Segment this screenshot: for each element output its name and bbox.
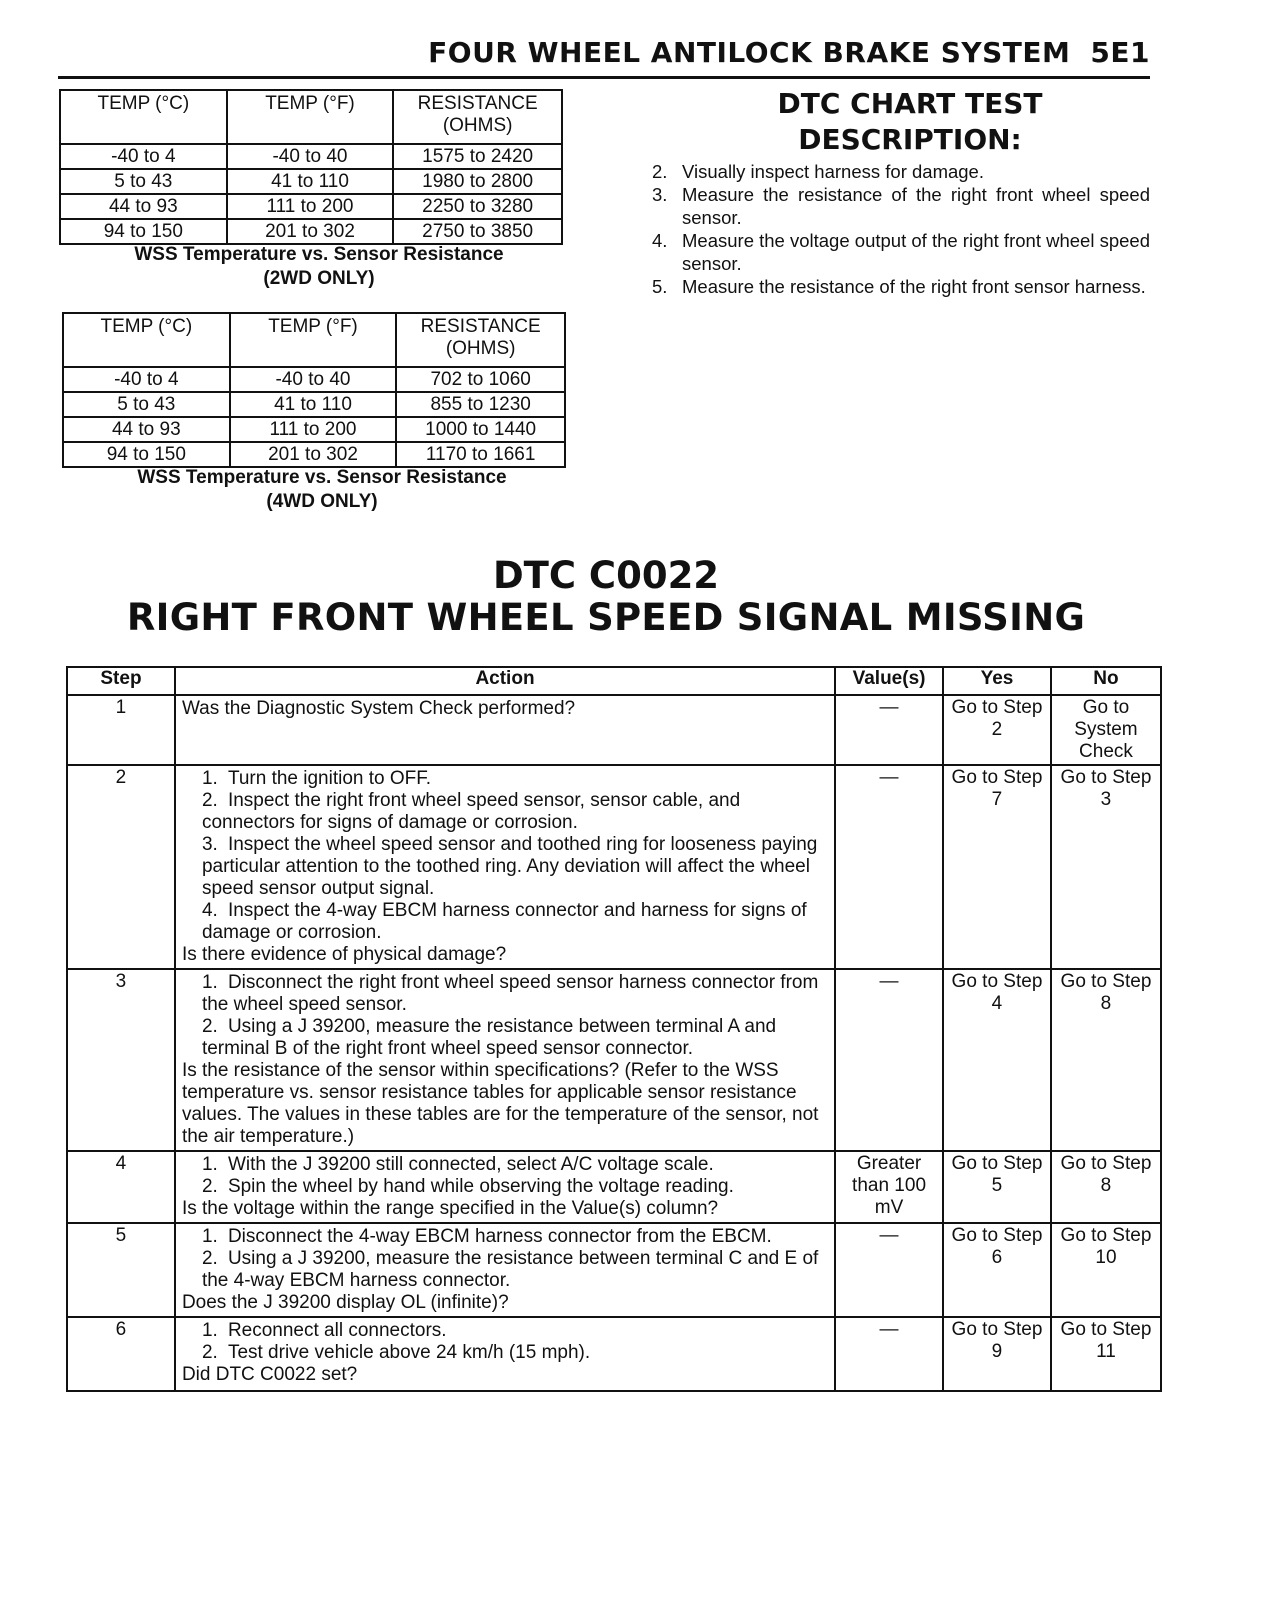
value-cell: — (835, 765, 943, 969)
header-temp-f: TEMP (°F) (230, 313, 397, 367)
wss-table-2wd-caption (59, 243, 579, 291)
substep-number: 4. (201, 900, 218, 921)
value-cell: — (835, 969, 943, 1151)
description-item-text: Measure the voltage output of the right front wheel speed sensor. (682, 230, 1150, 274)
page-header-title (408, 36, 1150, 69)
yes-cell: Go to Step 6 (943, 1223, 1051, 1317)
table-row (63, 367, 565, 392)
substep-text: Inspect the wheel speed sensor and toothed ring for looseness paying particular attention to the toothed ring. Any deviation will affect the wheel speed sensor output signal. (201, 834, 818, 899)
header-values: Value(s) (835, 667, 943, 695)
resistance-cell: 2750 to 3850 (393, 219, 562, 244)
no-cell: Go to Step 3 (1051, 765, 1161, 969)
description-item-number: 3. (652, 184, 668, 205)
description-item-text: Visually inspect harness for damage. (682, 161, 984, 182)
action-substep (182, 972, 828, 1016)
resistance-cell: 702 to 1060 (396, 367, 565, 392)
substep-number: 1. (201, 1320, 218, 1341)
step-row (67, 1151, 1161, 1223)
caption-line-1: WSS Temperature vs. Sensor Resistance (134, 244, 504, 265)
header-resistance: RESISTANCE (OHMS) (396, 313, 565, 367)
substep-number: 1. (201, 1154, 218, 1175)
substep-text: Using a J 39200, measure the resistance between terminal C and E of the 4-way EBCM harness connector. (201, 1248, 819, 1291)
substep-number: 2. (201, 1016, 218, 1037)
temp-f-cell: 111 to 200 (227, 194, 394, 219)
action-cell (175, 1223, 835, 1317)
header-section-number: 5E1 (1090, 36, 1150, 69)
substep-number: 2. (201, 1342, 218, 1363)
action-substep (182, 1016, 828, 1060)
substep-number: 3. (201, 834, 218, 855)
action-substep (182, 1226, 828, 1248)
step-row (67, 1223, 1161, 1317)
temp-c-cell: 94 to 150 (60, 219, 227, 244)
action-substep (182, 1320, 828, 1342)
header-resistance: RESISTANCE (OHMS) (393, 90, 562, 144)
no-cell: Go to Step 11 (1051, 1317, 1161, 1391)
header-temp-c: TEMP (°C) (63, 313, 230, 367)
yes-cell: Go to Step 5 (943, 1151, 1051, 1223)
dtc-name-title: RIGHT FRONT WHEEL SPEED SIGNAL MISSING (126, 596, 1086, 639)
action-question: Is there evidence of physical damage? (181, 944, 507, 965)
dtc-chart-test-description-title (690, 86, 1130, 158)
substep-text: Reconnect all connectors. (227, 1320, 447, 1341)
temp-c-cell: -40 to 4 (63, 367, 230, 392)
table-row (63, 417, 565, 442)
step-row (67, 1317, 1161, 1391)
temp-c-cell: 5 to 43 (60, 169, 227, 194)
temp-f-cell: 41 to 110 (227, 169, 394, 194)
temp-c-cell: 94 to 150 (63, 442, 230, 467)
substep-number: 1. (201, 768, 218, 789)
table-row (60, 194, 562, 219)
step-number-cell: 6 (67, 1317, 175, 1391)
caption-line-2: (4WD ONLY) (266, 491, 378, 512)
substep-text: Turn the ignition to OFF. (227, 768, 432, 789)
value-cell: — (835, 1223, 943, 1317)
substep-text: With the J 39200 still connected, select A/C voltage scale. (227, 1154, 714, 1175)
diagnostic-steps-body (67, 695, 1161, 1391)
action-cell (175, 765, 835, 969)
substep-number: 2. (201, 790, 218, 811)
wss-table-2wd-body (60, 144, 562, 244)
value-cell: — (835, 1317, 943, 1391)
substep-number: 2. (201, 1176, 218, 1197)
substep-text: Inspect the right front wheel speed sensor, sensor cable, and connectors for signs of damage or corrosion. (201, 790, 741, 833)
no-cell: Go to Step 10 (1051, 1223, 1161, 1317)
step-number-cell: 3 (67, 969, 175, 1151)
substep-text: Inspect the 4-way EBCM harness connector and harness for signs of damage or corrosion. (201, 900, 807, 943)
yes-cell: Go to Step 2 (943, 695, 1051, 765)
header-temp-f: TEMP (°F) (227, 90, 394, 144)
wss-table-4wd-caption (62, 466, 582, 514)
resistance-cell: 1980 to 2800 (393, 169, 562, 194)
no-cell: Go to Step 8 (1051, 1151, 1161, 1223)
action-substep (182, 834, 828, 900)
yes-cell: Go to Step 7 (943, 765, 1051, 969)
dtc-code-title: DTC C0022 (492, 554, 720, 597)
temp-c-cell: 44 to 93 (60, 194, 227, 219)
substep-text: Disconnect the right front wheel speed sensor harness connector from the wheel speed sensor. (201, 972, 819, 1015)
action-substep (182, 768, 828, 790)
temp-f-cell: -40 to 40 (227, 144, 394, 169)
action-question: Does the J 39200 display OL (infinite)? (181, 1292, 509, 1313)
table-row (60, 219, 562, 244)
substep-number: 2. (201, 1248, 218, 1269)
substep-text: Test drive vehicle above 24 km/h (15 mph). (227, 1342, 591, 1363)
action-question: Is the resistance of the sensor within specifications? (Refer to the WSS temperature vs. sensor resistance tables for applicable sensor resistance values. The values in these tables are for the temperature of the sensor, not the air temperature.) (181, 1060, 819, 1147)
table-row (63, 392, 565, 417)
step-number-cell: 2 (67, 765, 175, 969)
action-question: Did DTC C0022 set? (181, 1364, 358, 1385)
temp-f-cell: 41 to 110 (230, 392, 397, 417)
page-header (58, 30, 1150, 79)
action-question: Was the Diagnostic System Check performed? (181, 698, 576, 719)
header-no: No (1051, 667, 1161, 695)
substep-number: 1. (201, 972, 218, 993)
temp-c-cell: -40 to 4 (60, 144, 227, 169)
substep-text: Disconnect the 4-way EBCM harness connector from the EBCM. (227, 1226, 772, 1247)
action-question: Is the voltage within the range specified in the Value(s) column? (181, 1198, 719, 1219)
description-item-text: Measure the resistance of the right front wheel speed sensor. (682, 184, 1150, 228)
action-substep (182, 1176, 828, 1198)
caption-line-1: WSS Temperature vs. Sensor Resistance (137, 467, 507, 488)
no-cell: Go to Step 8 (1051, 969, 1161, 1151)
description-item (648, 160, 1150, 183)
description-list (648, 160, 1150, 298)
diagnostic-steps-table (66, 666, 1162, 1392)
action-substep (182, 1154, 828, 1176)
description-item-number: 4. (652, 230, 668, 251)
no-cell: Go to System Check (1051, 695, 1161, 765)
value-cell: — (835, 695, 943, 765)
header-action: Action (175, 667, 835, 695)
step-row (67, 969, 1161, 1151)
action-cell (175, 969, 835, 1151)
header-yes: Yes (943, 667, 1051, 695)
wss-table-4wd-body (63, 367, 565, 467)
table-row (63, 442, 565, 467)
resistance-cell: 2250 to 3280 (393, 194, 562, 219)
description-item (648, 275, 1150, 298)
resistance-cell: 1170 to 1661 (396, 442, 565, 467)
wss-table-4wd (62, 312, 566, 468)
resistance-cell: 855 to 1230 (396, 392, 565, 417)
header-temp-c: TEMP (°C) (60, 90, 227, 144)
description-title-line-1: DTC CHART TEST (777, 87, 1043, 120)
substep-text: Using a J 39200, measure the resistance between terminal A and terminal B of the right front wheel speed sensor connector. (201, 1016, 777, 1059)
table-row (60, 144, 562, 169)
description-item-number: 2. (652, 161, 668, 182)
description-item-number: 5. (652, 276, 668, 297)
header-step: Step (67, 667, 175, 695)
description-item (648, 229, 1150, 275)
temp-f-cell: 111 to 200 (230, 417, 397, 442)
yes-cell: Go to Step 9 (943, 1317, 1051, 1391)
action-substep (182, 1248, 828, 1292)
action-cell (175, 1151, 835, 1223)
step-row (67, 695, 1161, 765)
step-row (67, 765, 1161, 969)
table-row (60, 169, 562, 194)
resistance-cell: 1000 to 1440 (396, 417, 565, 442)
yes-cell: Go to Step 4 (943, 969, 1051, 1151)
resistance-cell: 1575 to 2420 (393, 144, 562, 169)
value-cell: Greater than 100 mV (835, 1151, 943, 1223)
action-substep (182, 790, 828, 834)
action-substep (182, 1342, 828, 1364)
wss-table-2wd (59, 89, 563, 245)
description-item-text: Measure the resistance of the right front sensor harness. (682, 276, 1146, 297)
substep-number: 1. (201, 1226, 218, 1247)
step-number-cell: 5 (67, 1223, 175, 1317)
step-number-cell: 1 (67, 695, 175, 765)
description-item (648, 183, 1150, 229)
temp-c-cell: 5 to 43 (63, 392, 230, 417)
description-title-line-2: DESCRIPTION: (798, 123, 1022, 156)
temp-f-cell: 201 to 302 (227, 219, 394, 244)
header-title-text: FOUR WHEEL ANTILOCK BRAKE SYSTEM (428, 36, 1071, 69)
substep-text: Spin the wheel by hand while observing the voltage reading. (227, 1176, 734, 1197)
temp-f-cell: -40 to 40 (230, 367, 397, 392)
step-number-cell: 4 (67, 1151, 175, 1223)
temp-f-cell: 201 to 302 (230, 442, 397, 467)
action-cell (175, 1317, 835, 1391)
caption-line-2: (2WD ONLY) (263, 268, 375, 289)
action-substep (182, 900, 828, 944)
temp-c-cell: 44 to 93 (63, 417, 230, 442)
action-cell (175, 695, 835, 765)
